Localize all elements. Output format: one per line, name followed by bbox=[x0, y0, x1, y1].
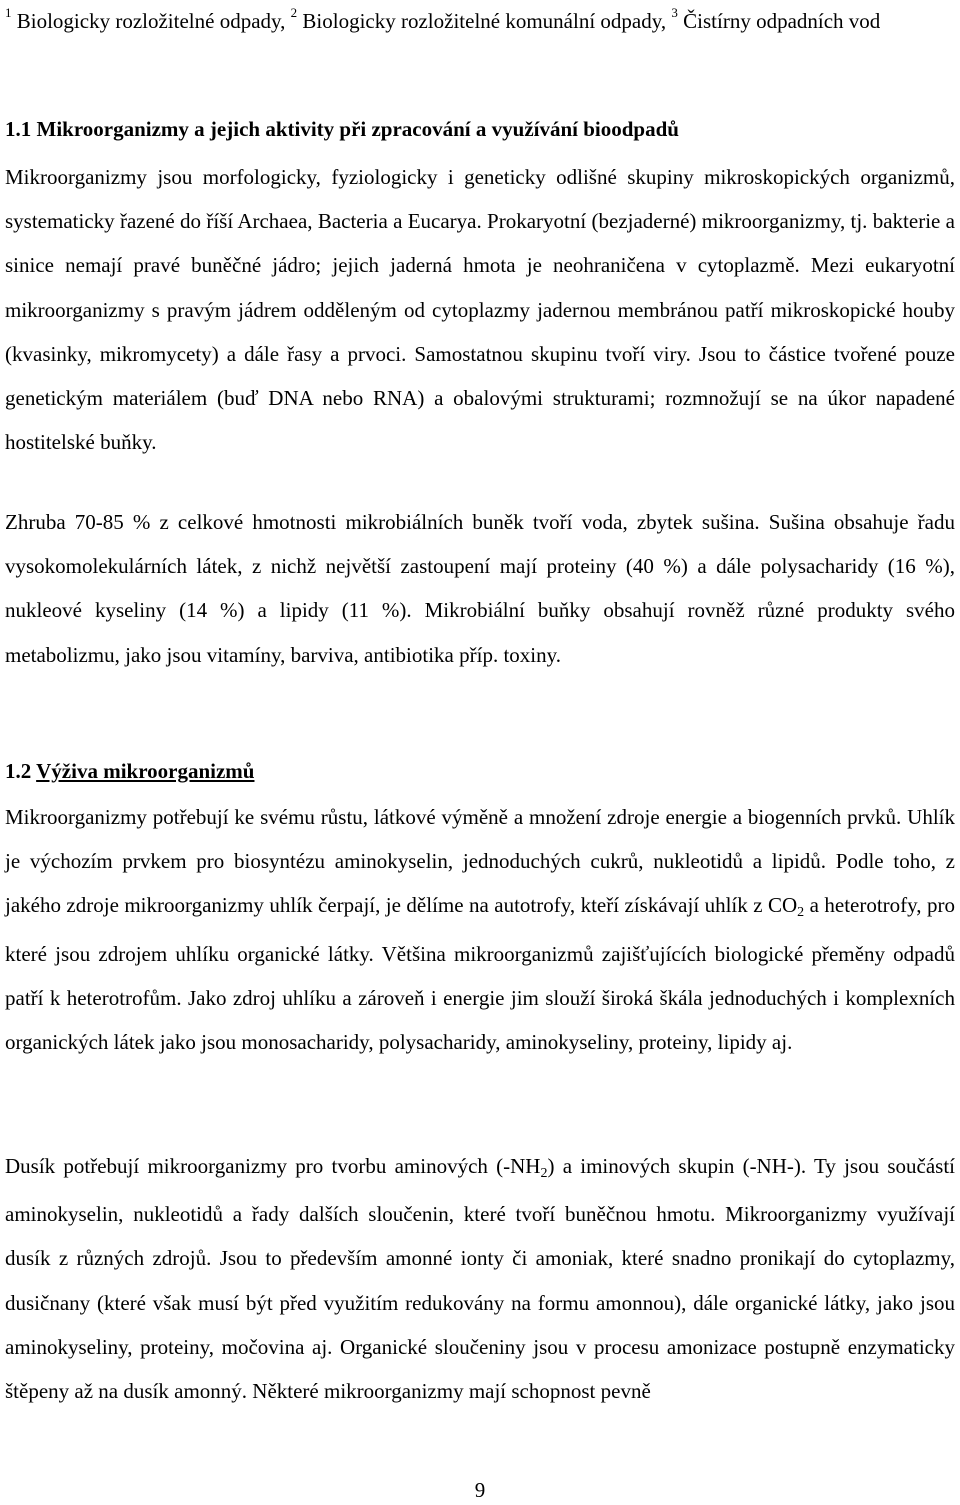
paragraph-composition: Zhruba 70-85 % z celkové hmotnosti mikrobiálních buněk tvoří voda, zbytek sušina. Sušina obsahuje řadu vysokomolekulárních látek, z nichž největší zastoupení mají proteiny (40 %) a dále polysacharidy (16 %), nukleové kyseliny (14 %) a lipidy (11 %). Mikrobiální buňky obsahují rovněž různé produkty svého metabolizmu, jako jsou vitamíny, barviva, antibiotika příp. toxiny. bbox=[5, 510, 955, 667]
section-number: 1.2 bbox=[5, 759, 37, 783]
paragraph-nitrogen-part-b: ) a iminových skupin (-NH-). Ty jsou součástí aminokyselin, nukleotidů a řady dalších sloučenin, které tvoří buněčnou hmotu. Mikroorganizmy využívají dusík z různých zdrojů. Jsou to především amonné ionty či amoniak, které snadno pronikají do cytoplazmy, dusičnany (které však musí být před využitím redukovány na formu amonnou), dále organické látky, jako jsou aminokyseliny, proteiny, močovina aj. Organické sloučeniny jsou v procesu amonizace postupně enzymaticky štěpeny až na dusík amonný. Některé mikroorganizmy mají schopnost pevně bbox=[5, 1154, 955, 1404]
paragraph-nitrogen bbox=[5, 1144, 955, 1413]
footnote-marker-3: 3 bbox=[671, 5, 678, 20]
paragraph-carbon-part-b: a heterotrofy, pro které jsou zdrojem uhlíku organické látky. Většina mikroorganizmů zajišťujících biologické přeměny odpadů patří k heterotrofům. Jako zdroj uhlíku a zároveň i energie jim slouží široká škála jednoduchých i komplexních organických látek jako jsou monosacharidy, polysacharidy, aminokyseliny, proteiny, lipidy aj. bbox=[5, 893, 955, 1055]
section-heading-1-2 bbox=[5, 757, 955, 785]
footnotes bbox=[5, 0, 955, 42]
paragraph-carbon bbox=[5, 795, 955, 1064]
paragraph-carbon-part-a: Mikroorganizmy potřebují ke svému růstu, látkové výměně a množení zdroje energie a biogenních prvků. Uhlík je výchozím prvkem pro biosyntézu aminokyselin, jednoduchých cukrů, nukleotidů a lipidů. Podle toho, z jakého zdroje mikroorganizmy uhlík čerpají, je dělíme na autotrofy, kteří získávají uhlík z CO bbox=[5, 805, 955, 918]
nh2-subscript: 2 bbox=[540, 1166, 548, 1181]
paragraph-nitrogen-part-a: Dusík potřebují mikroorganizmy pro tvorbu aminových (-NH bbox=[5, 1154, 541, 1178]
co2-subscript: 2 bbox=[797, 905, 805, 921]
section-title: Výživa mikroorganizmů bbox=[36, 759, 255, 783]
footnote-text-2: Biologicky rozložitelné komunální odpady, bbox=[297, 9, 672, 33]
footnote-text-1: Biologicky rozložitelné odpady, bbox=[11, 9, 291, 33]
footnote-marker-2: 2 bbox=[290, 5, 298, 20]
footnote-text-3: Čistírny odpadních vod bbox=[677, 9, 881, 33]
page-number: 9 bbox=[474, 1478, 486, 1502]
section-heading-1-1: 1.1 Mikroorganizmy a jejich aktivity při zpracování a využívání bioodpadů bbox=[5, 117, 679, 141]
paragraph-microorganisms: Mikroorganizmy jsou morfologicky, fyziologicky i geneticky odlišné skupiny mikroskopických organizmů, systematicky řazené do říší Archaea, Bacteria a Eucarya. Prokaryotní (bezjaderné) mikroorganizmy, tj. bakterie a sinice nemají pravé buněčné jádro; jejich jaderná hmota je neohraničena v cytoplazmě. Mezi eukaryotní mikroorganizmy s pravým jádrem odděleným od cytoplazmy jadernou membránou patří mikroskopické houby (kvasinky, mikromycety) a dále řasy a prvoci. Samostatnou skupinu tvoří viry. Jsou to částice tvořené pouze genetickým materiálem (buď DNA nebo RNA) a obalovými strukturami; rozmnožují se na úkor napadené hostitelské buňky. bbox=[5, 165, 955, 455]
footnote-marker-1: 1 bbox=[5, 5, 12, 20]
